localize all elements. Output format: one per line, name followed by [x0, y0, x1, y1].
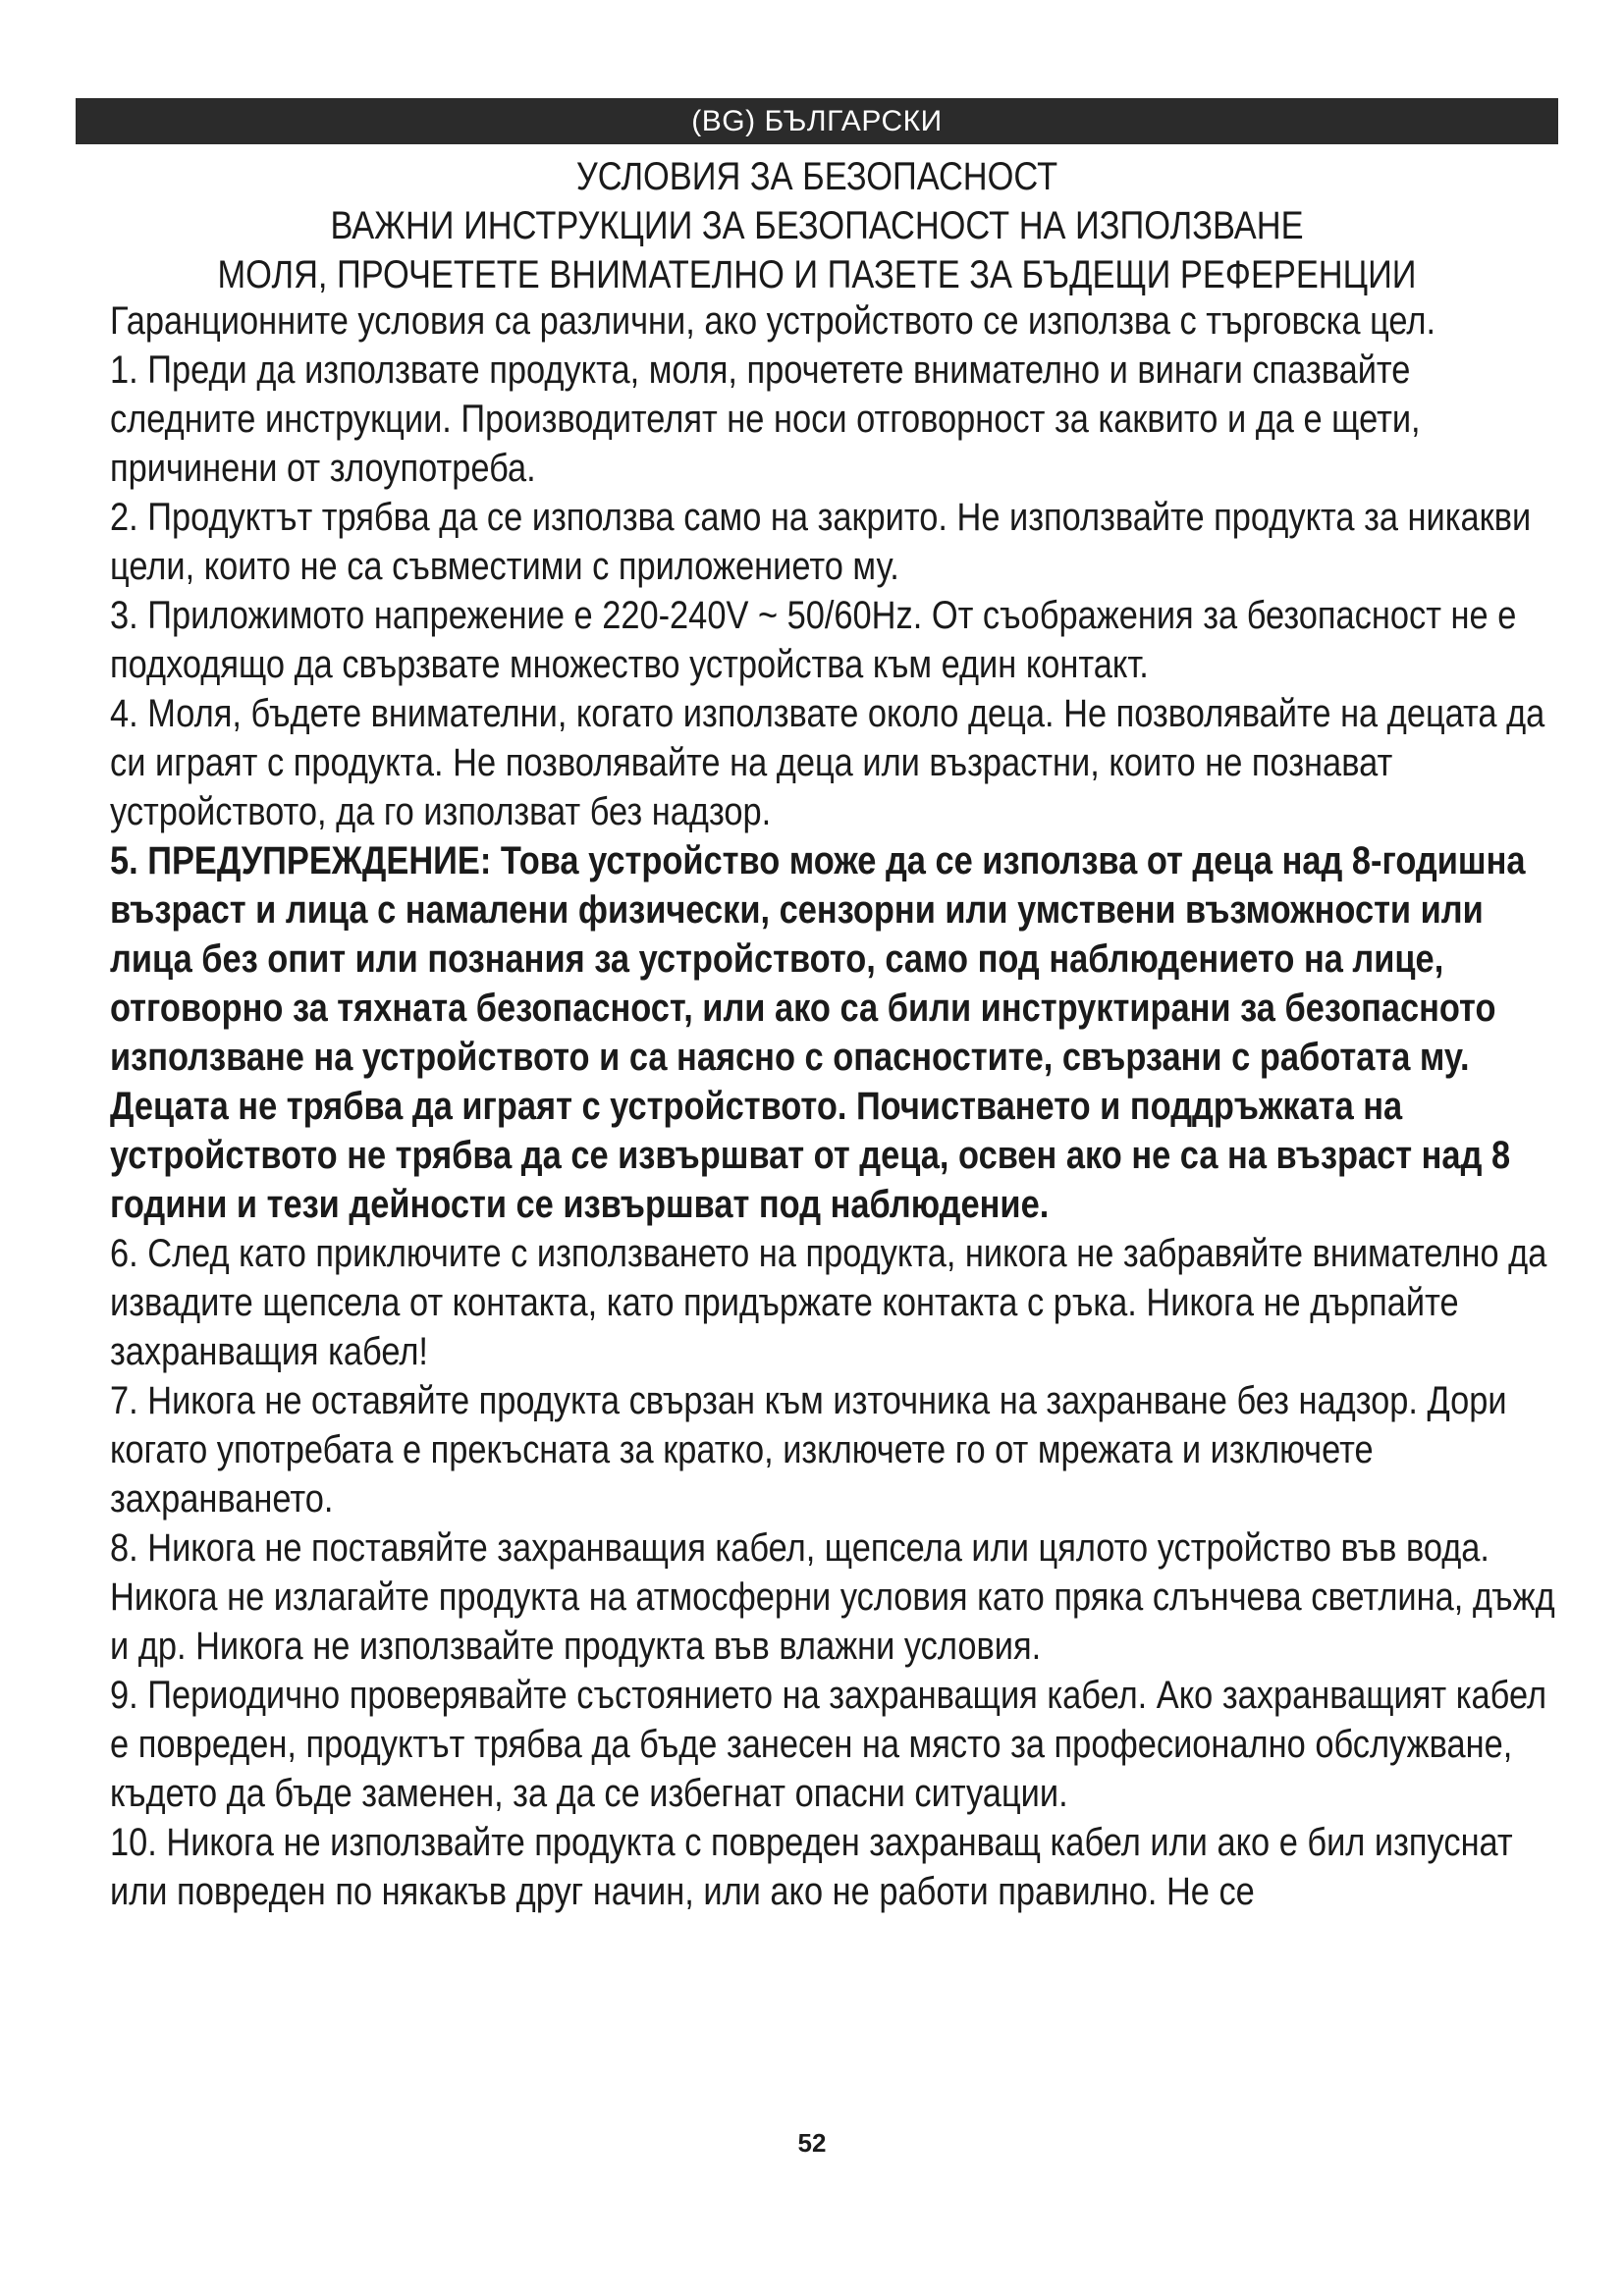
warning-item-5: 5. ПРЕДУПРЕЖДЕНИЕ: Това устройство може да се използва от деца над 8-годишна възраст и лица с намалени физически, сензорни или умствени възможности или лица без опит или познания за устройството, само под наблюдението на лице, отговорно за тяхната безопасност, или ако са били инструктирани за безопасното използване на устройството и са наясно с опасностите, свързани с работата му. Децата не трябва да играят с устройството. Почистването и поддръжката на устройството не трябва да се извършват от деца, освен ако не са на възраст над 8 години и тези дейности се извършват под наблюдение. [110, 839, 1526, 1226]
instruction-item-1: 1. Преди да използвате продукта, моля, прочетете внимателно и винаги спазвайте следните инструкции. Производителят не носи отговорност за каквито и да е щети, причинени от злоупотреба. [110, 348, 1421, 490]
instruction-item-6: 6. След като приключите с използването на продукта, никога не забравяйте внимателно да извадите щепсела от контакта, като придържате контакта с ръка. Никога не дърпайте захранващия кабел! [110, 1232, 1547, 1373]
instruction-item-9: 9. Периодично проверявайте състоянието на захранващия кабел. Ако захранващият кабел е повреден, продуктът трябва да бъде занесен на място за професионално обслужване, където да бъде заменен, за да се избегнат опасни ситуации. [110, 1674, 1547, 1815]
instruction-item-10: 10. Никога не използвайте продукта с повреден захранващ кабел или ако е бил изпуснат или повреден по някакъв друг начин, или ако не работи правилно. Не се [110, 1821, 1513, 1913]
page-number: 52 [797, 2128, 827, 2158]
instruction-item-2: 2. Продуктът трябва да се използва само на закрито. Не използвайте продукта за никакви цели, които не са съвместими с приложението му. [110, 496, 1532, 588]
page-title: УСЛОВИЯ ЗА БЕЗОПАСНОСТ [575, 155, 1058, 198]
instruction-item-3: 3. Приложимото напрежение е 220-240V ~ 50/60Hz. От съображения за безопасност не е подходящо да свързвате множество устройства към един контакт. [110, 594, 1517, 686]
page-subtitle: ВАЖНИ ИНСТРУКЦИИ ЗА БЕЗОПАСНОСТ НА ИЗПОЛЗВАНЕ [330, 204, 1304, 247]
intro-paragraph: Гаранционните условия са различни, ако устройството се използва с търговска цел. [110, 299, 1436, 343]
safety-instructions [110, 296, 1562, 1916]
instruction-item-7: 7. Никога не оставяйте продукта свързан към източника на захранване без надзор. Дори когато употребата е прекъсната за кратко, изключете го от мрежата и изключете захранването. [110, 1379, 1507, 1521]
read-notice: МОЛЯ, ПРОЧЕТЕТЕ ВНИМАТЕЛНО И ПАЗЕТЕ ЗА БЪДЕЩИ РЕФЕРЕНЦИИ [217, 253, 1417, 296]
instruction-item-4: 4. Моля, бъдете внимателни, когато използвате около деца. Не позволявайте на децата да си играят с продукта. Не позволявайте на деца или възрастни, които не познават устройството, да го използват без надзор. [110, 692, 1545, 833]
instruction-item-8: 8. Никога не поставяйте захранващия кабел, щепсела или цялото устройство във вода. Никога не излагайте продукта на атмосферни условия като пряка слънчева светлина, дъжд и др. Никога не използвайте продукта във влажни условия. [110, 1526, 1555, 1668]
language-header-bar: (BG) БЪЛГАРСКИ [76, 98, 1558, 144]
headings-block [180, 152, 1455, 299]
